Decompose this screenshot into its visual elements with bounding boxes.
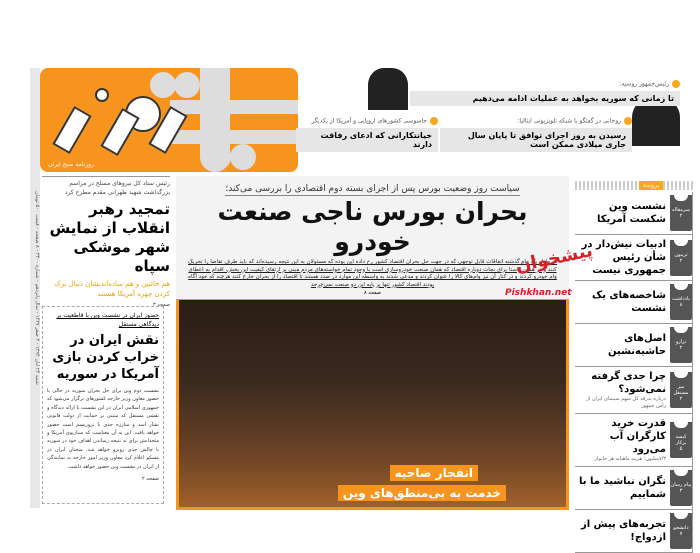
left-box-story[interactable]	[42, 306, 164, 504]
subheadline: هم خائنین و هم ساده‌اندیشان دنبال بزک کردن چهره آمریکا هستند	[54, 280, 170, 298]
kicker: روحانی در گفتگو با شبکه تلویزیونی ایتالیا:	[517, 117, 621, 125]
page-ref: صفحه ۳	[153, 302, 170, 308]
date-strip: شنبه ۲۴ آبان ۱۳۹۴ - ۳ صفر ۱۴۳۷ - سال پانزدهم - شماره ۳۳۰۰ - ۸ صفحه - قیمت ۵۰۰ تومان	[30, 68, 40, 508]
item-sub: درباره بدرقه کل سهم سینمای ایران از رأس جمهور	[586, 396, 666, 409]
headline: خیانتکارانی که ادعای رفاقت دارند	[296, 128, 438, 152]
top-news-1[interactable]	[410, 80, 680, 106]
section-tab: یادداشت ۸	[670, 284, 692, 320]
section-tab: پیام رسان ۳	[670, 470, 692, 506]
item-title: تجربه‌های پیش از ازدواج!	[581, 519, 666, 543]
lead-story[interactable]	[176, 176, 569, 299]
photo-caption-2: خدمت به بی‌منطق‌های وین	[338, 485, 506, 501]
watermark: پیشخوان	[513, 240, 595, 277]
section-tab: سرمقاله ۲	[670, 195, 692, 231]
item-title: چرا جدی گرفته نمی‌شود؟	[591, 371, 666, 395]
lead-photo[interactable]	[176, 297, 569, 510]
item-title: اصل‌های حاشیه‌نشین	[608, 333, 666, 357]
right-item[interactable]	[575, 281, 693, 324]
right-item[interactable]	[575, 324, 693, 367]
lead-kicker: سیاست روز وضعیت بورس پس از اجرای بسته دوم اقتصادی را بررسی می‌کند؛	[225, 184, 520, 194]
item-title: قدرت خرید کارگران آب می‌رود	[609, 418, 666, 455]
headline: تمجید رهبر انقلاب از نمایش شهر موشکی سپاه	[49, 200, 170, 275]
item-title: نگران نباشید ما با شماییم	[579, 476, 666, 500]
kicker: رئیس ستاد کل نیروهای مسلح در مراسم بزرگداشت شهید طهرانی مقدم مطرح کرد	[42, 176, 170, 197]
kicker: رئیس‌جمهور روسیه:	[619, 80, 669, 88]
putin-photo	[368, 68, 408, 110]
right-item[interactable]	[575, 414, 693, 467]
item-title: ادبیات نیش‌دار در شأن رئیس جمهوری نیست	[581, 239, 666, 276]
item-title: شاخصه‌های یک نشست	[591, 290, 666, 314]
section-tab: دانشجو ۷	[670, 513, 692, 549]
right-item[interactable]	[575, 367, 693, 414]
section-tab: تریبون ۲	[670, 240, 692, 276]
item-title: نشست وین شکست آمریکا	[596, 201, 666, 225]
lead-headline: بحران بورس ناجی صنعت خودرو	[217, 197, 528, 256]
top-news-2[interactable]	[440, 117, 632, 152]
headline: تا زمانی که سوریه بخواهد به عملیات ادامه می‌دهیم	[410, 91, 680, 106]
newspaper-logo	[40, 68, 298, 172]
section-tab: کیسه برکار ۵	[670, 422, 692, 458]
headline: نقش ایران در خراب کردن بازی آمریکا در سوریه	[52, 333, 159, 382]
right-column	[575, 181, 693, 553]
page-ref: صفحه ۲	[142, 476, 159, 483]
right-header: پرونده	[575, 181, 693, 190]
watermark-url: Pishkhan.net	[505, 288, 572, 298]
logo-tagline: روزنامه صبح ایران	[48, 161, 94, 168]
lead-body: در طول یک ماه گذشته اتفاقات قابل توجهی که در جهت حل بحران اقتصاد کشور رخ داده این بوده که مسئولان به این نتیجه رسیده‌اند که باید طرف تقاضا را تحریک کنند و در همین راستا برای نجات دوباره اقتصاد که همان صنعت خودروسازی است با وجود تمام خواسته‌های مردم مبنی بر ارتقای کیفیت این بخش، اقدام به اعطای وام خودرو کردند و در کنار آن نیز وام‌های کالا را عنوان کردند و مدعی شدند به واسطه این موارد در صدد هستند تا اقتصاد را از بحران خارج کنند هرچند که خود آگاه بودند اقتصاد کشور تنها بر پایه این دو صنعت نمی‌چرخد	[188, 259, 557, 288]
left-top-story[interactable]	[42, 176, 170, 310]
headline: رسیدن به روز اجرای توافق تا پایان سال جاری میلادی ممکن است	[440, 128, 632, 152]
right-item[interactable]	[575, 467, 693, 510]
body: نشست دوم وین برای حل بحران سوریه در حالی با حضور معاون وزیر خارجه کشورهای برگزار می‌شود که جمهوری اسلامی ایران در این نشست با ارائه دیدگاه و نقشی مستقل که مبتنی بر حمایت از دولت قانونی بشار اسد و مبارزه جدی با تروریسم است حضور خواهد یافت. این به آن معناست که سناریوی آمریکا و متحدانش برای به نتیجه رساندن اهداف خود در سوریه با چالش جدی روبرو خواهد شد. سخنان ایران در مسکو اعلام کرد معاون وزیر امور خارجه به نمایندگی از ایران در نشست وین حضور خواهد داشت.	[47, 388, 159, 470]
right-item[interactable]	[575, 510, 693, 553]
photo-caption-1: انفجار ضاحیه	[390, 465, 478, 481]
section-tab: ترازو ۲	[670, 327, 692, 363]
section-tab: میز مستقل ۲	[670, 372, 692, 408]
right-item[interactable]	[575, 192, 693, 235]
kicker: جاسوسی کشورهای اروپایی و آمریکا از یکدیگر	[311, 117, 427, 125]
kicker: حضور ایران در نشست وین با قاطعیت بر دیدگاهی مستقل	[56, 312, 159, 328]
item-sub: ۷/۳میلیون؛ هزینه ماهیانه هر خانوار	[594, 456, 666, 462]
lead-page-ref: صفحه ۸	[364, 290, 381, 296]
top-news-3[interactable]	[296, 117, 438, 152]
